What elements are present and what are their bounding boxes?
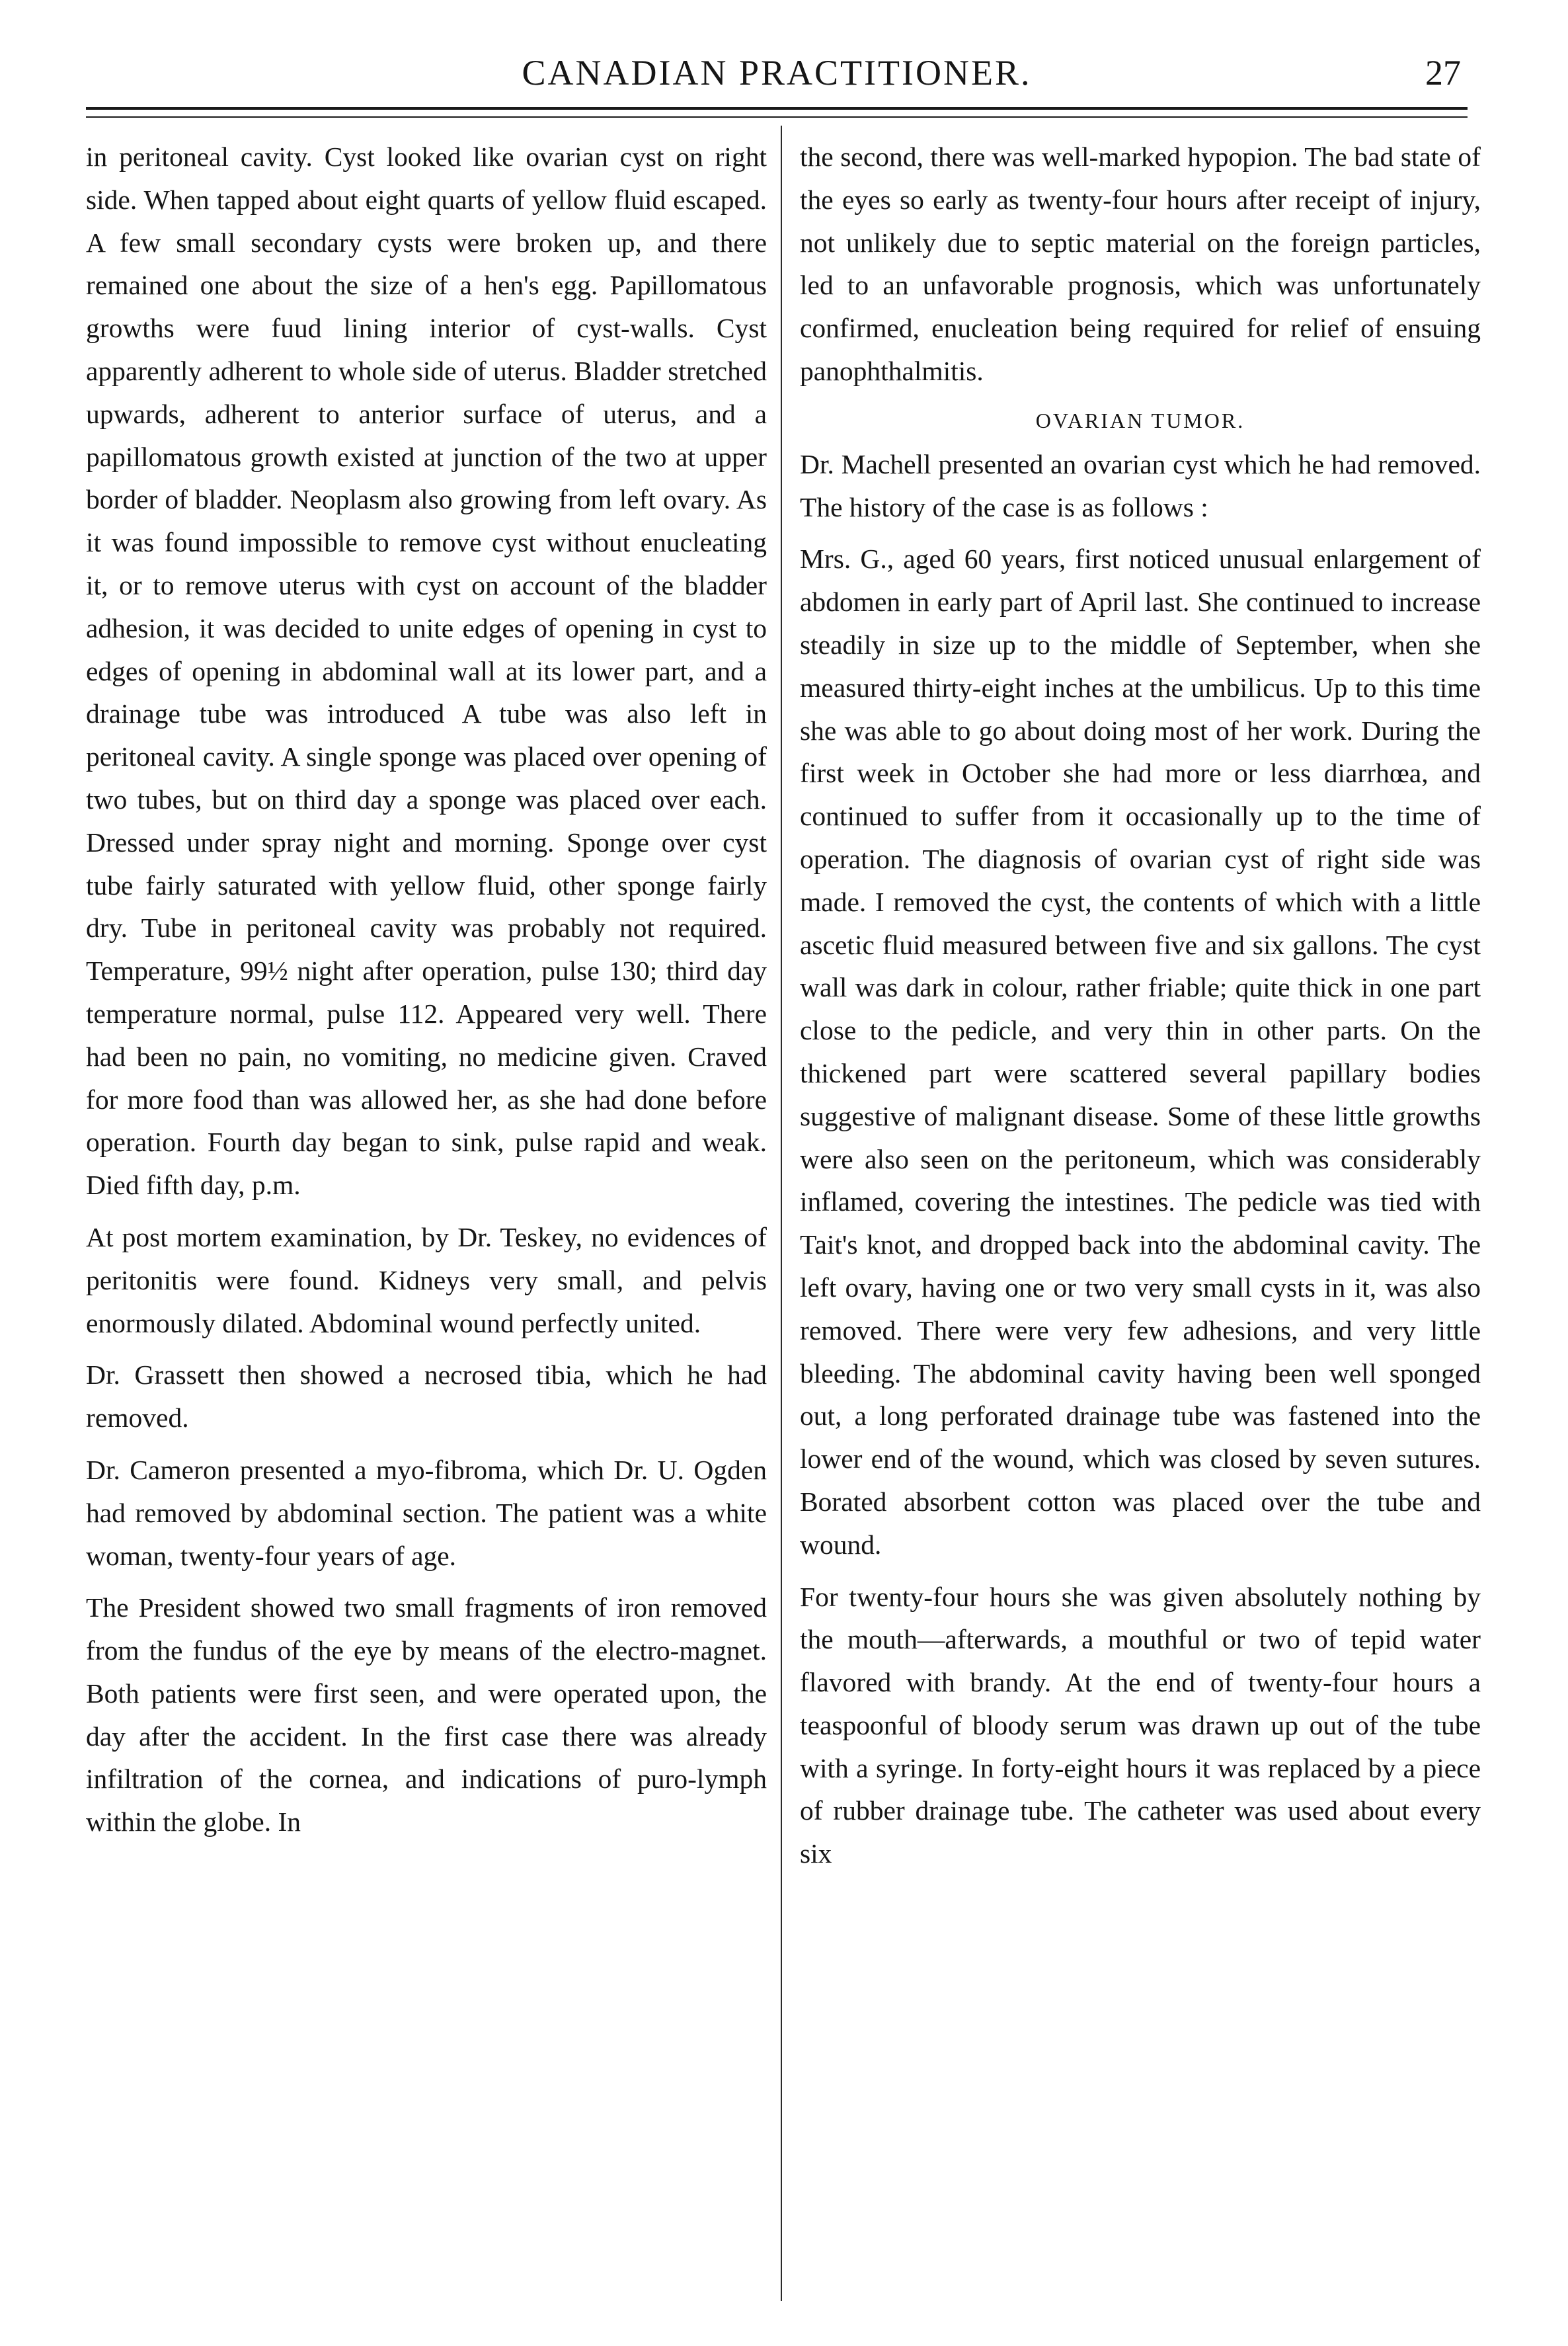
left-paragraph-1: in peritoneal cavity. Cyst looked like ovarian cyst on right side. When tapped about eight quarts of yellow fluid escaped. A few small secondary cysts were broken up, and there remained one about the size of a hen's egg. Papillomatous growths were fuud lining interior of cyst-walls. Cyst apparently adherent to whole side of uterus. Bladder stretched upwards, adherent to anterior surface of uterus, and a papillomatous growth existed at junction of the two at upper border of bladder. Neoplasm also growing from left ovary. As it was found impossible to remove cyst without enucleating it, or to remove uterus with cyst on account of the bladder adhesion, it was decided to unite edges of opening in cyst to edges of opening in abdominal wall at its lower part, and a drainage tube was introduced A tube was also left in peritoneal cavity. A single sponge was placed over opening of two tubes, but on third day a sponge was placed over each. Dressed under spray night and morning. Sponge over cyst tube fairly saturated with yellow fluid, other sponge fairly dry. Tube in peritoneal cavity was probably not required. Temperature, 99½ night after operation, pulse 130; third day temperature normal, pulse 112. Appeared very well. There had been no pain, no vomiting, no medicine given. Craved for more food than was allowed her, as she had done before operation. Fourth day began to sink, pulse rapid and weak. Died fifth day, p.m. [86, 142, 767, 1201]
right-column [800, 136, 1481, 2311]
header-rule-thin [86, 116, 1468, 118]
left-paragraph-3: Dr. Grassett then showed a necrosed tibia, which he had removed. [86, 1359, 767, 1434]
journal-title: CANADIAN PRACTITIONER. [522, 53, 1032, 93]
running-header [86, 46, 1468, 99]
left-column [86, 136, 767, 2311]
left-paragraph-2: At post mortem examination, by Dr. Teskey, no evidences of peritonitis were found. Kidneys very small, and pelvis enormously dilated. Abdominal wound perfectly united. [86, 1221, 767, 1338]
right-paragraph-1: Dr. Machell presented an ovarian cyst which he had removed. The history of the case is as follows : [800, 448, 1481, 522]
header-rule-thick [86, 107, 1468, 110]
page-number: 27 [1425, 53, 1461, 93]
section-heading: OVARIAN TUMOR. [1035, 408, 1245, 432]
left-paragraph-5: The President showed two small fragments of iron removed from the fundus of the eye by means of the electro-magnet. Both patients were first seen, and were operated upon, the day after the accident. In the first case there was already infiltration of the cornea, and indications of puro-lymph within the globe. In [86, 1592, 767, 1838]
right-paragraph-continued: the second, there was well-marked hypopion. The bad state of the eyes so early as twenty-four hours after receipt of injury, not unlikely due to septic material on the foreign particles, led to an unfavorable prognosis, which was unfortunately confirmed, enucleation being required for relief of ensuing panophthalmitis. [800, 142, 1481, 386]
right-paragraph-2: Mrs. G., aged 60 years, first noticed unusual enlargement of abdomen in early part of April last. She continued to increase steadily in size up to the middle of September, when she measured thirty-eight inches at the umbilicus. Up to this time she was able to go about doing most of her work. During the first week in October she had more or less diarrhœa, and continued to suffer from it occasionally up to the time of operation. The diagnosis of ovarian cyst of right side was made. I removed the cyst, the contents of which with a little ascetic fluid measured between five and six gallons. The cyst wall was dark in colour, rather friable; quite thick in one part close to the pedicle, and very thin in other parts. On the thickened part were scattered several papillary bodies suggestive of malignant disease. Some of these little growths were also seen on the peritoneum, which was considerably inflamed, covering the intestines. The pedicle was tied with Tait's knot, and dropped back into the abdominal cavity. The left ovary, having one or two very small cysts in it, was also removed. There were very few adhesions, and very little bleeding. The abdominal cavity having been well sponged out, a long perforated drainage tube was fastened into the lower end of the wound, which was closed by seven sutures. Borated absorbent cotton was placed over the tube and wound. [800, 544, 1481, 1560]
column-divider [781, 126, 782, 2301]
left-paragraph-4: Dr. Cameron presented a myo-fibroma, which Dr. U. Ogden had removed by abdominal section. The patient was a white woman, twenty-four years of age. [86, 1454, 767, 1571]
right-paragraph-3: For twenty-four hours she was given absolutely nothing by the mouth—afterwards, a mouthful or two of tepid water flavored with brandy. At the end of twenty-four hours a teaspoonful of bloody serum was drawn up out of the tube with a syringe. In forty-eight hours it was replaced by a piece of rubber drainage tube. The catheter was used about every six [800, 1581, 1481, 1869]
